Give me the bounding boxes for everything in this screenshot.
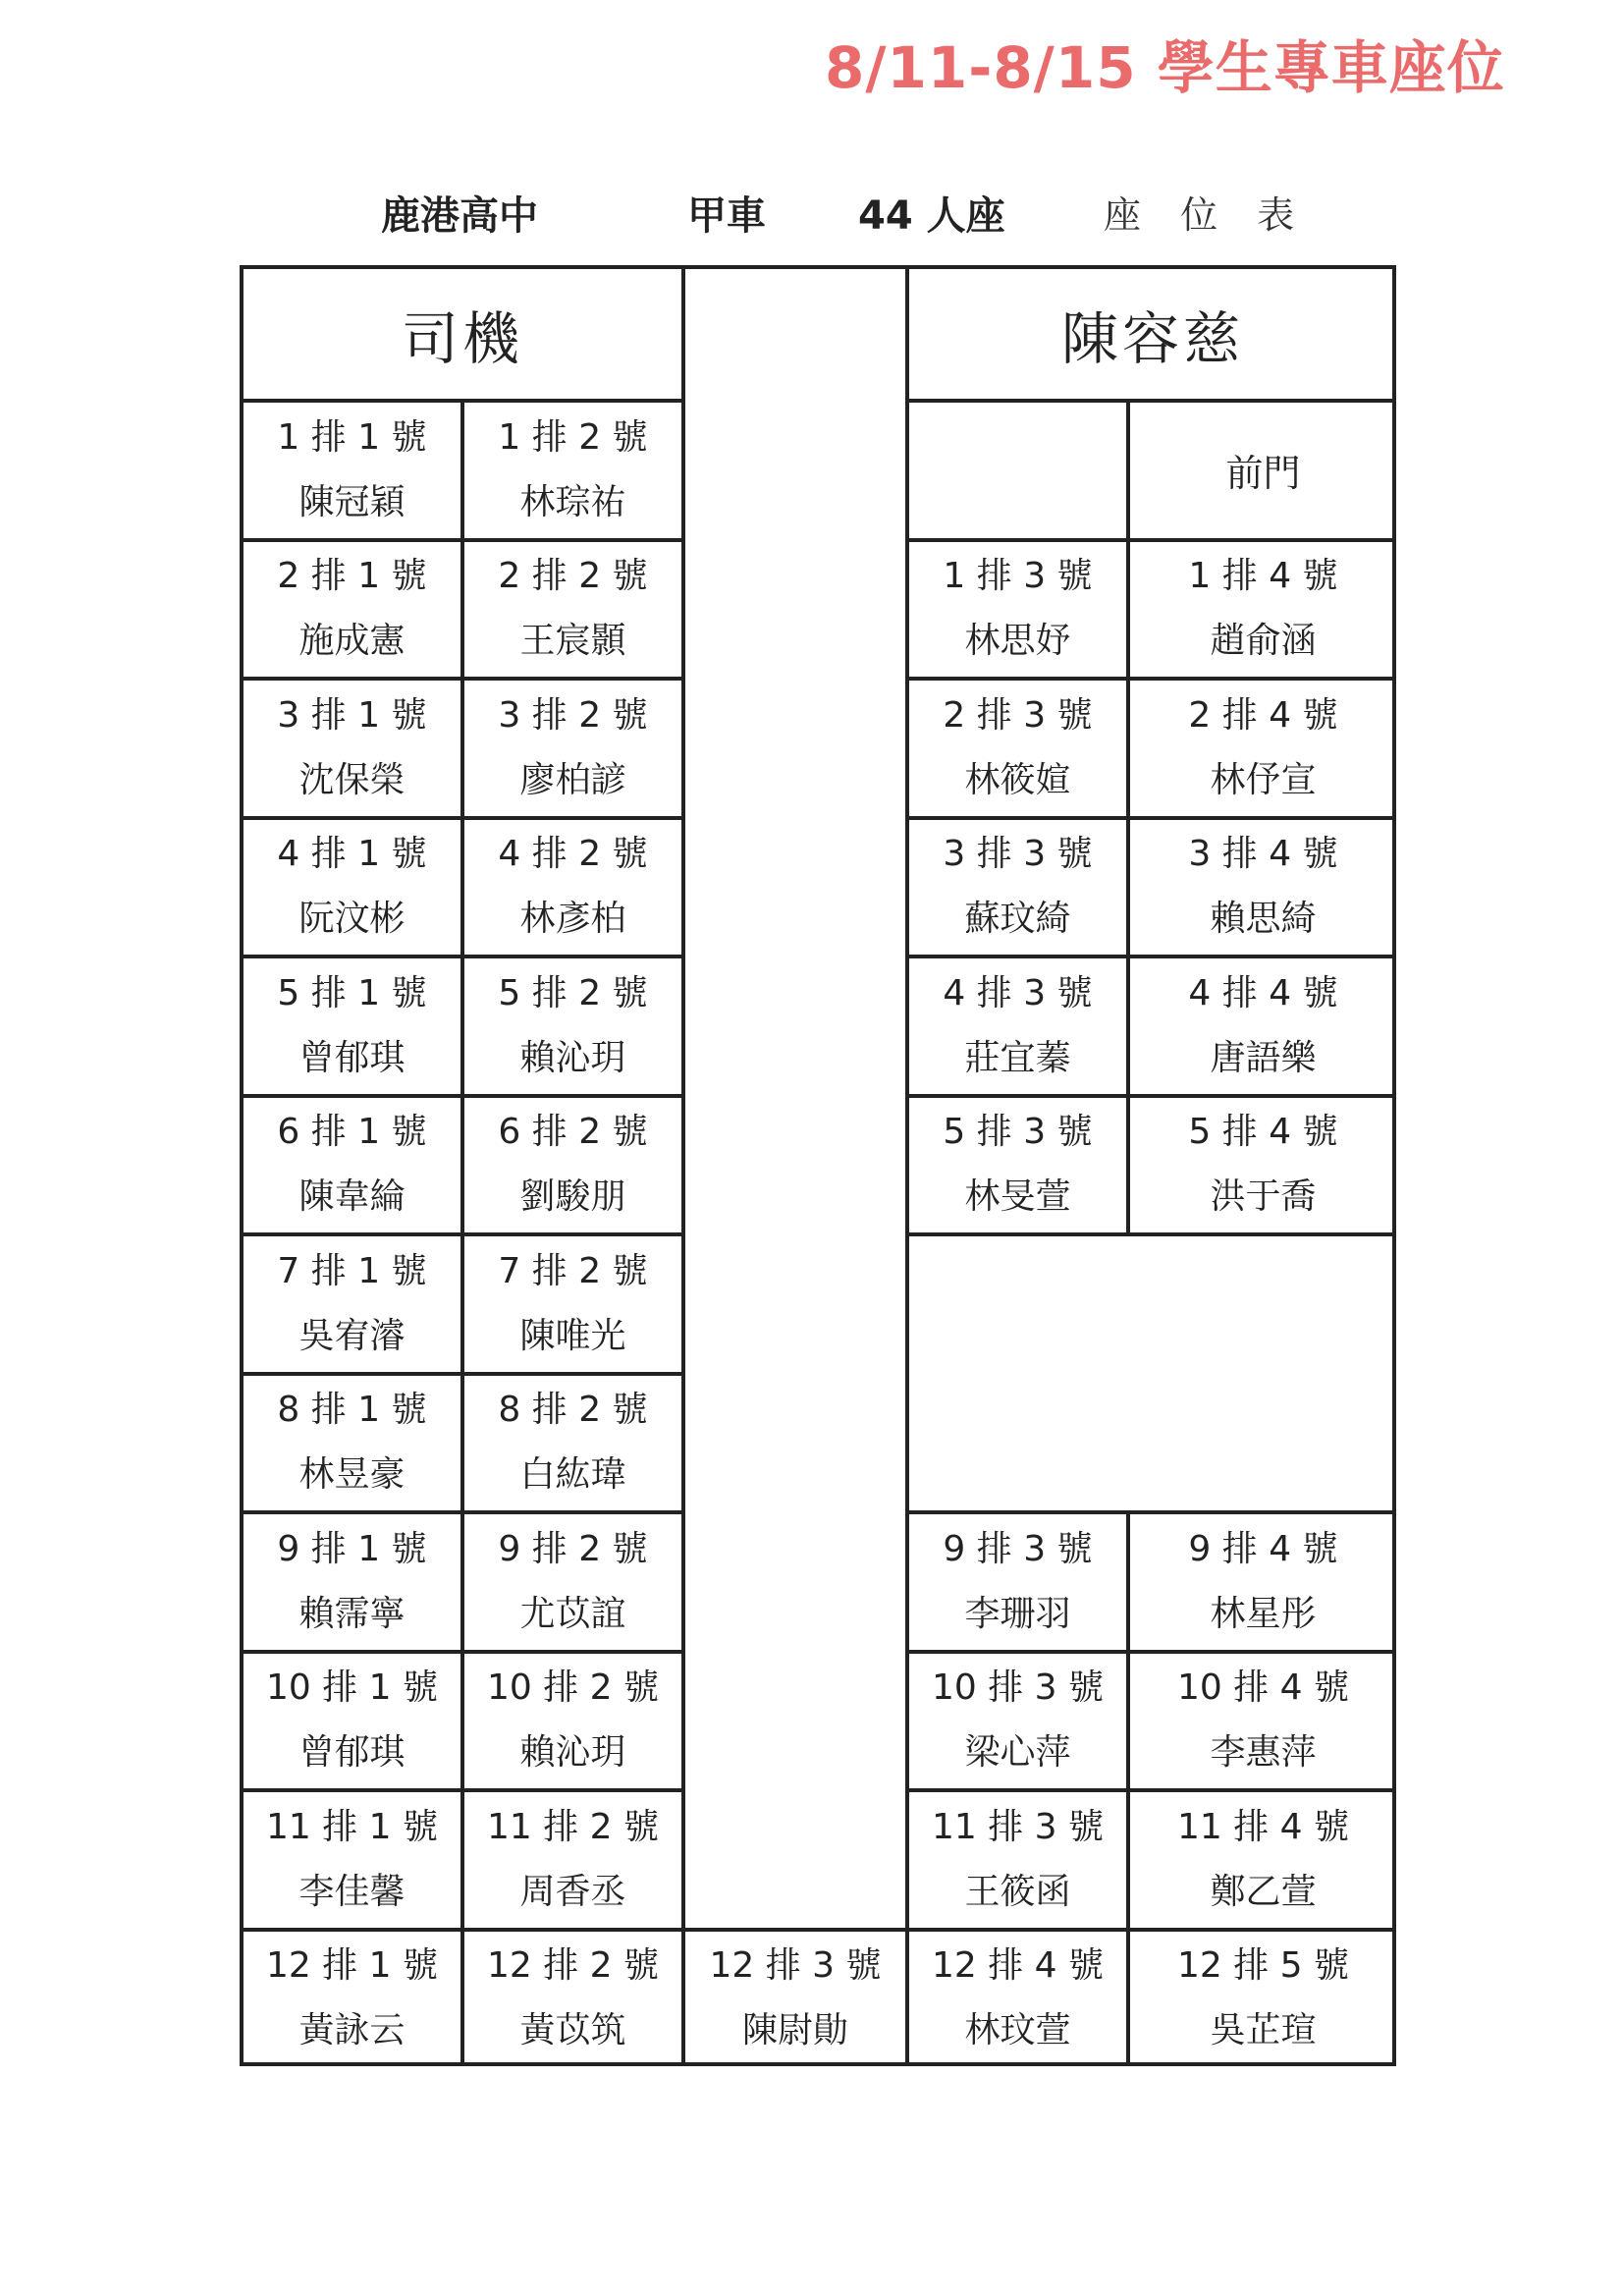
rear-door-space bbox=[905, 1232, 1396, 1510]
passenger-name: 吳宥濬 bbox=[298, 1315, 406, 1356]
chart-header bbox=[0, 185, 1623, 244]
passenger-name: 白紘瑋 bbox=[519, 1454, 626, 1496]
passenger-name: 曾郁琪 bbox=[298, 1037, 406, 1078]
passenger-name: 林琮祐 bbox=[519, 481, 626, 522]
seat-label: 3 排 3 號 bbox=[943, 834, 1093, 875]
seat-cell bbox=[460, 677, 681, 816]
passenger-name: 李惠萍 bbox=[1210, 1732, 1317, 1774]
passenger-name: 沈保榮 bbox=[298, 759, 406, 800]
bus-capacity: 44 人座 bbox=[858, 193, 1005, 239]
passenger-name: 洪于喬 bbox=[1210, 1176, 1317, 1218]
seat-cell bbox=[460, 816, 681, 956]
seat-label: 2 排 1 號 bbox=[277, 556, 427, 597]
passenger-name: 林思妤 bbox=[964, 621, 1071, 662]
passenger-name: 王宸顥 bbox=[519, 621, 626, 662]
aisle bbox=[681, 265, 905, 1928]
passenger-name: 王筱函 bbox=[964, 1871, 1071, 1912]
seat-label: 8 排 1 號 bbox=[277, 1390, 427, 1431]
seat-label: 5 排 4 號 bbox=[1188, 1112, 1338, 1153]
passenger-name: 趙俞涵 bbox=[1210, 621, 1317, 662]
passenger-name: 賴思綺 bbox=[1210, 899, 1317, 940]
driver-label: 司機 bbox=[401, 305, 523, 372]
passenger-name: 賴沁玥 bbox=[519, 1732, 626, 1774]
passenger-name: 蘇玟綺 bbox=[964, 899, 1071, 940]
seat-label: 11 排 4 號 bbox=[1176, 1806, 1350, 1847]
passenger-name: 劉駿朋 bbox=[519, 1176, 626, 1218]
seat-label: 6 排 1 號 bbox=[277, 1112, 427, 1153]
seating-chart-grid bbox=[240, 265, 1396, 2066]
seat-cell bbox=[460, 538, 681, 678]
seat-cell bbox=[1126, 538, 1396, 678]
seat-cell bbox=[905, 677, 1126, 816]
passenger-name: 莊宜蓁 bbox=[964, 1037, 1071, 1078]
seat-label: 2 排 4 號 bbox=[1188, 694, 1338, 736]
seat-cell bbox=[905, 1510, 1126, 1650]
seat-label: 12 排 3 號 bbox=[709, 1945, 882, 1987]
seat-label: 7 排 2 號 bbox=[498, 1250, 648, 1291]
passenger-name: 尤苡誼 bbox=[519, 1593, 626, 1634]
seat-label: 1 排 2 號 bbox=[498, 416, 648, 458]
seat-label: 6 排 2 號 bbox=[498, 1112, 648, 1153]
driver-cell bbox=[240, 265, 681, 399]
seat-label: 9 排 2 號 bbox=[498, 1528, 648, 1569]
seat-label: 5 排 3 號 bbox=[943, 1112, 1093, 1153]
front-right-person-name: 陳容慈 bbox=[1060, 305, 1244, 372]
seat-cell bbox=[240, 1232, 460, 1372]
passenger-name: 陳韋綸 bbox=[298, 1176, 406, 1218]
school-name: 鹿港高中 bbox=[381, 193, 538, 239]
seat-cell bbox=[1126, 1094, 1396, 1233]
seat-label: 10 排 1 號 bbox=[265, 1667, 439, 1709]
passenger-name: 周香丞 bbox=[519, 1871, 626, 1912]
seat-cell bbox=[681, 1928, 905, 2067]
passenger-name: 陳冠穎 bbox=[298, 481, 406, 522]
passenger-name: 林筱媗 bbox=[964, 759, 1071, 800]
seat-label: 3 排 2 號 bbox=[498, 694, 648, 736]
seat-cell bbox=[460, 1094, 681, 1233]
passenger-name: 唐語樂 bbox=[1210, 1037, 1317, 1078]
seat-label: 4 排 2 號 bbox=[498, 834, 648, 875]
seat-cell bbox=[240, 538, 460, 678]
seat-label: 10 排 3 號 bbox=[931, 1667, 1105, 1709]
passenger-name: 李佳馨 bbox=[298, 1871, 406, 1912]
seat-label: 12 排 5 號 bbox=[1176, 1945, 1350, 1987]
seat-cell bbox=[460, 1510, 681, 1650]
passenger-name: 鄭乙萱 bbox=[1210, 1871, 1317, 1912]
seat-label: 3 排 1 號 bbox=[277, 694, 427, 736]
seat-cell bbox=[905, 955, 1126, 1094]
passenger-name: 賴沁玥 bbox=[519, 1037, 626, 1078]
front-door-cell bbox=[1126, 399, 1396, 538]
seat-label: 1 排 4 號 bbox=[1188, 556, 1338, 597]
seat-label: 9 排 4 號 bbox=[1188, 1528, 1338, 1569]
seat-label: 9 排 1 號 bbox=[277, 1528, 427, 1569]
passenger-name: 林彥柏 bbox=[519, 899, 626, 940]
seat-cell bbox=[240, 677, 460, 816]
seat-cell bbox=[460, 1372, 681, 1511]
passenger-name: 梁心萍 bbox=[964, 1732, 1071, 1774]
seat-cell bbox=[240, 1788, 460, 1928]
seat-label: 12 排 2 號 bbox=[486, 1945, 660, 1987]
seat-cell bbox=[1126, 955, 1396, 1094]
passenger-name: 廖柏諺 bbox=[519, 759, 626, 800]
seat-label: 9 排 3 號 bbox=[943, 1528, 1093, 1569]
passenger-name: 林星彤 bbox=[1210, 1593, 1317, 1634]
seat-label: 2 排 3 號 bbox=[943, 694, 1093, 736]
seat-label: 4 排 3 號 bbox=[943, 972, 1093, 1013]
seat-label: 8 排 2 號 bbox=[498, 1390, 648, 1431]
seat-label: 4 排 1 號 bbox=[277, 834, 427, 875]
seat-cell bbox=[460, 399, 681, 538]
passenger-name: 施成憲 bbox=[298, 621, 406, 662]
page-banner-title: 8/11-8/15 學生專車座位 bbox=[825, 34, 1505, 101]
passenger-name: 林伃宣 bbox=[1210, 759, 1317, 800]
seat-cell bbox=[240, 1650, 460, 1789]
seat-cell bbox=[1126, 677, 1396, 816]
passenger-name: 林玟萱 bbox=[964, 2010, 1071, 2051]
seat-label: 10 排 2 號 bbox=[486, 1667, 660, 1709]
seat-label: 7 排 1 號 bbox=[277, 1250, 427, 1291]
seat-cell bbox=[905, 1650, 1126, 1789]
seat-cell bbox=[240, 955, 460, 1094]
seat-label: 5 排 1 號 bbox=[277, 972, 427, 1013]
seat-label: 5 排 2 號 bbox=[498, 972, 648, 1013]
passenger-name: 黃苡筑 bbox=[519, 2010, 626, 2051]
seat-cell bbox=[240, 1510, 460, 1650]
seat-cell bbox=[1126, 816, 1396, 956]
seat-cell bbox=[905, 1928, 1126, 2067]
seat-cell bbox=[460, 955, 681, 1094]
seat-cell bbox=[905, 1094, 1126, 1233]
seat-cell bbox=[460, 1232, 681, 1372]
seat-label: 3 排 4 號 bbox=[1188, 834, 1338, 875]
seat-label: 2 排 2 號 bbox=[498, 556, 648, 597]
seat-label: 12 排 4 號 bbox=[931, 1945, 1105, 1987]
seat-cell bbox=[905, 816, 1126, 956]
seat-cell bbox=[1126, 1788, 1396, 1928]
seat-cell bbox=[240, 1372, 460, 1511]
seat-cell bbox=[460, 1650, 681, 1789]
seat-label: 4 排 4 號 bbox=[1188, 972, 1338, 1013]
seat-label: 10 排 4 號 bbox=[1176, 1667, 1350, 1709]
passenger-name: 吳芷瑄 bbox=[1210, 2010, 1317, 2051]
passenger-name: 李珊羽 bbox=[964, 1593, 1071, 1634]
seat-cell bbox=[1126, 1928, 1396, 2067]
seat-cell bbox=[240, 1928, 460, 2067]
seat-cell bbox=[905, 538, 1126, 678]
seat-label: 11 排 1 號 bbox=[265, 1806, 439, 1847]
passenger-name: 林旻萱 bbox=[964, 1176, 1071, 1218]
empty-cell bbox=[905, 399, 1126, 538]
seat-cell bbox=[240, 399, 460, 538]
seat-label: 1 排 1 號 bbox=[277, 416, 427, 458]
passenger-name: 阮汶彬 bbox=[298, 899, 406, 940]
seat-label: 12 排 1 號 bbox=[265, 1945, 439, 1987]
passenger-name: 賴霈寧 bbox=[298, 1593, 406, 1634]
seat-cell bbox=[240, 816, 460, 956]
seat-cell bbox=[240, 1094, 460, 1233]
passenger-name: 曾郁琪 bbox=[298, 1732, 406, 1774]
seating-chart-label: 座 位 表 bbox=[1104, 193, 1309, 237]
front-right-person-cell bbox=[905, 265, 1396, 399]
passenger-name: 陳唯光 bbox=[519, 1315, 626, 1356]
seat-cell bbox=[905, 1788, 1126, 1928]
passenger-name: 黃詠云 bbox=[298, 2010, 406, 2051]
passenger-name: 陳尉勛 bbox=[741, 2010, 848, 2051]
seat-cell bbox=[460, 1788, 681, 1928]
front-door-label: 前門 bbox=[1225, 452, 1301, 496]
seat-cell bbox=[460, 1928, 681, 2067]
bus-name: 甲車 bbox=[687, 193, 766, 239]
seat-label: 1 排 3 號 bbox=[943, 556, 1093, 597]
passenger-name: 林昱豪 bbox=[298, 1454, 406, 1496]
seat-cell bbox=[1126, 1650, 1396, 1789]
seat-label: 11 排 2 號 bbox=[486, 1806, 660, 1847]
seat-label: 11 排 3 號 bbox=[931, 1806, 1105, 1847]
seat-cell bbox=[1126, 1510, 1396, 1650]
